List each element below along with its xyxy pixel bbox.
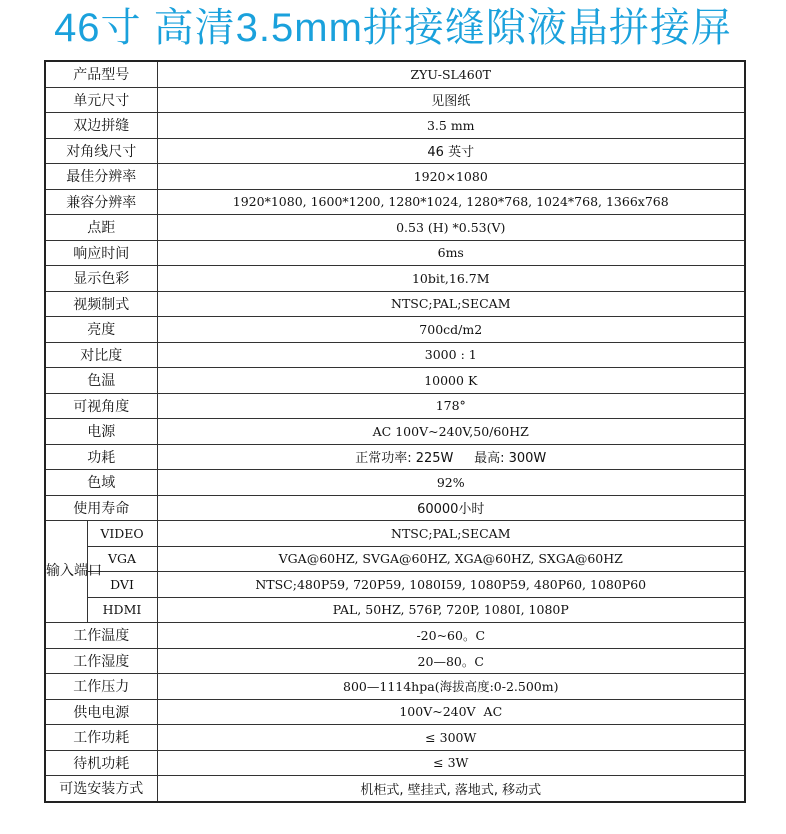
spec-row-input-hdmi (45, 597, 745, 623)
spec-label: 双边拼缝 (45, 113, 157, 139)
spec-value: 20—80。C (157, 648, 745, 674)
spec-value: 100V~240V AC (157, 699, 745, 725)
spec-label: 单元尺寸 (45, 87, 157, 113)
spec-value: ≤ 3W (157, 750, 745, 776)
spec-row (45, 674, 745, 700)
spec-row (45, 776, 745, 802)
spec-label: 对角线尺寸 (45, 138, 157, 164)
spec-value: 见图纸 (157, 87, 745, 113)
spec-value: ≤ 300W (157, 725, 745, 751)
spec-row (45, 699, 745, 725)
spec-label: 工作温度 (45, 623, 157, 649)
spec-row (45, 648, 745, 674)
spec-label: 视频制式 (45, 291, 157, 317)
spec-row (45, 266, 745, 292)
spec-row (45, 317, 745, 343)
spec-row (45, 393, 745, 419)
spec-label: 色域 (45, 470, 157, 496)
spec-table (44, 60, 746, 803)
input-port-value: NTSC;480P59, 720P59, 1080I59, 1080P59, 480P60, 1080P60 (157, 572, 745, 598)
input-port-value: VGA@60HZ, SVGA@60HZ, XGA@60HZ, SXGA@60HZ (157, 546, 745, 572)
spec-value: 92% (157, 470, 745, 496)
spec-row (45, 444, 745, 470)
input-port-name: VGA (87, 546, 157, 572)
spec-row (45, 725, 745, 751)
spec-label: 工作功耗 (45, 725, 157, 751)
spec-value: 800—1114hpa(海拔高度:0-2.500m) (157, 674, 745, 700)
spec-value: 10bit,16.7M (157, 266, 745, 292)
input-port-name: DVI (87, 572, 157, 598)
spec-label: 使用寿命 (45, 495, 157, 521)
spec-value: 3.5 mm (157, 113, 745, 139)
spec-value: NTSC;PAL;SECAM (157, 291, 745, 317)
spec-label: 最佳分辨率 (45, 164, 157, 190)
spec-label: 点距 (45, 215, 157, 241)
spec-row (45, 189, 745, 215)
spec-label: 产品型号 (45, 61, 157, 87)
spec-label: 可视角度 (45, 393, 157, 419)
spec-row (45, 164, 745, 190)
spec-value: 700cd/m2 (157, 317, 745, 343)
spec-row (45, 87, 745, 113)
input-port-value: NTSC;PAL;SECAM (157, 521, 745, 547)
spec-row-input-dvi (45, 572, 745, 598)
spec-row (45, 419, 745, 445)
input-ports-group-label: 输入端口 (45, 521, 87, 623)
spec-row-input-vga (45, 546, 745, 572)
spec-row (45, 495, 745, 521)
spec-value: 1920*1080, 1600*1200, 1280*1024, 1280*768, 1024*768, 1366x768 (157, 189, 745, 215)
spec-row (45, 113, 745, 139)
spec-value: 正常功率: 225W 最高: 300W (157, 444, 745, 470)
spec-value: 10000 K (157, 368, 745, 394)
page-title: 46寸 高清3.5mm拼接缝隙液晶拼接屏 (54, 6, 732, 50)
spec-label: 显示色彩 (45, 266, 157, 292)
spec-row-input-video (45, 521, 745, 547)
spec-value: ZYU-SL460T (157, 61, 745, 87)
spec-value: 1920×1080 (157, 164, 745, 190)
spec-value: -20~60。C (157, 623, 745, 649)
spec-label: 功耗 (45, 444, 157, 470)
spec-value: 46 英寸 (157, 138, 745, 164)
spec-row (45, 623, 745, 649)
spec-value: 机柜式, 壁挂式, 落地式, 移动式 (157, 776, 745, 802)
spec-label: 工作压力 (45, 674, 157, 700)
spec-value: 6ms (157, 240, 745, 266)
spec-label: 色温 (45, 368, 157, 394)
spec-label: 电源 (45, 419, 157, 445)
spec-label: 工作湿度 (45, 648, 157, 674)
input-port-name: VIDEO (87, 521, 157, 547)
spec-row (45, 368, 745, 394)
spec-value: 178° (157, 393, 745, 419)
spec-value: AC 100V~240V,50/60HZ (157, 419, 745, 445)
spec-row (45, 342, 745, 368)
input-port-name: HDMI (87, 597, 157, 623)
spec-row (45, 750, 745, 776)
spec-label: 供电电源 (45, 699, 157, 725)
spec-row (45, 61, 745, 87)
spec-label: 可选安装方式 (45, 776, 157, 802)
spec-label: 待机功耗 (45, 750, 157, 776)
spec-value: 60000小时 (157, 495, 745, 521)
spec-row (45, 215, 745, 241)
spec-row (45, 291, 745, 317)
spec-row (45, 240, 745, 266)
spec-row (45, 470, 745, 496)
spec-value: 3000 : 1 (157, 342, 745, 368)
spec-table-body (45, 61, 745, 802)
spec-label: 响应时间 (45, 240, 157, 266)
input-port-value: PAL, 50HZ, 576P, 720P, 1080I, 1080P (157, 597, 745, 623)
spec-row (45, 138, 745, 164)
spec-value: 0.53 (H) *0.53(V) (157, 215, 745, 241)
spec-label: 对比度 (45, 342, 157, 368)
spec-label: 亮度 (45, 317, 157, 343)
spec-label: 兼容分辨率 (45, 189, 157, 215)
